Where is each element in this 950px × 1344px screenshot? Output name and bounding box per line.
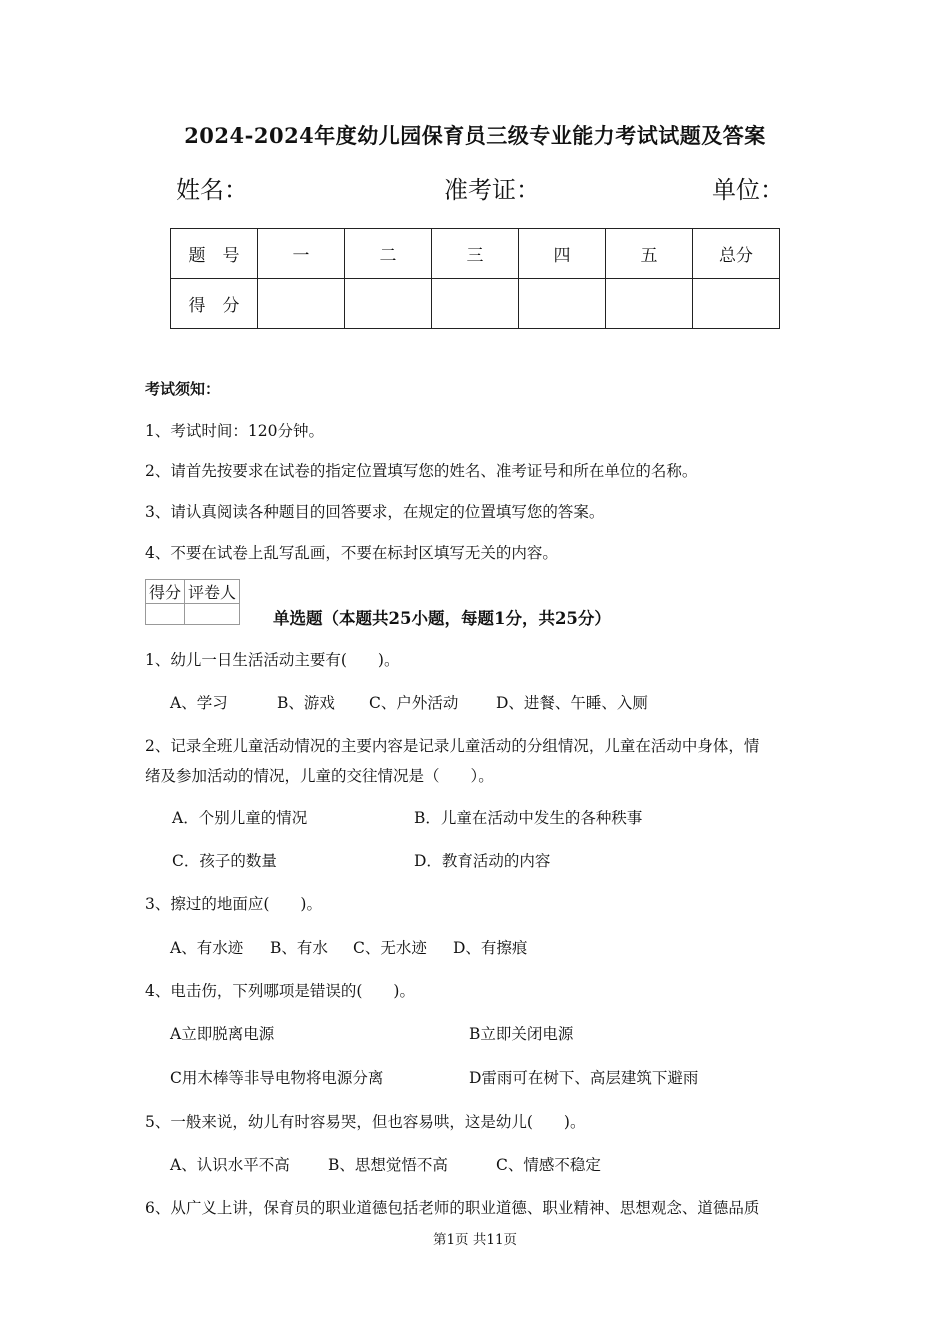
option-b: B立即关闭电源 [469, 1025, 574, 1043]
page-title: 2024-2024年度幼儿园保育员三级专业能力考试试题及答案 [184, 123, 766, 148]
notice-item: 3、请认真阅读各种题目的回答要求，在规定的位置填写您的答案。 [145, 503, 605, 521]
grader-score-cell[interactable] [146, 604, 185, 625]
option-b: B、思想觉悟不高 [328, 1156, 448, 1174]
grader-score-label: 得分 [146, 580, 185, 604]
score-table-score-row [171, 279, 780, 329]
score-entry-cell[interactable] [345, 279, 432, 329]
option-a: A．个别儿童的情况 [172, 809, 308, 827]
notice-item: 2、请首先按要求在试卷的指定位置填写您的姓名、准考证号和所在单位的名称。 [145, 462, 698, 480]
option-a: A、学习 [170, 694, 228, 712]
option-c: C、户外活动 [369, 694, 459, 712]
score-table-cell: 二 [345, 229, 432, 279]
name-field-label: 姓名： [176, 176, 248, 204]
score-entry-cell[interactable] [693, 279, 780, 329]
question-stem: 2、记录全班儿童活动情况的主要内容是记录儿童活动的分组情况，儿童在活动中身体，情 [145, 737, 760, 755]
score-table-cell: 总分 [693, 229, 780, 279]
question-stem: 1、幼儿一日生活活动主要有( )。 [145, 651, 400, 669]
section-title: 单选题（本题共25小题，每题1分，共25分） [273, 609, 611, 628]
score-table-cell: 得 分 [171, 279, 258, 329]
page-footer: 第1页 共11页 [432, 1232, 518, 1248]
option-c: C、情感不稳定 [496, 1156, 601, 1174]
question-stem-continued: 绪及参加活动的情况，儿童的交往情况是（ ）。 [145, 767, 494, 785]
option-b: B、有水 [270, 939, 328, 957]
option-d: D、进餐、午睡、入厕 [496, 694, 648, 712]
option-b: B、游戏 [277, 694, 335, 712]
option-c: C用木棒等非导电物将电源分离 [170, 1069, 384, 1087]
question-stem: 6、从广义上讲，保育员的职业道德包括老师的职业道德、职业精神、思想观念、道德品质 [145, 1199, 760, 1217]
notice-item: 4、不要在试卷上乱写乱画，不要在标封区填写无关的内容。 [145, 544, 558, 562]
score-table-header-row [171, 229, 780, 279]
option-a: A、认识水平不高 [170, 1156, 290, 1174]
score-table-cell: 题 号 [171, 229, 258, 279]
option-a: A、有水迹 [170, 939, 244, 957]
score-entry-cell[interactable] [258, 279, 345, 329]
question-stem: 3、擦过的地面应( )。 [145, 895, 322, 913]
score-entry-cell[interactable] [519, 279, 606, 329]
grader-name-cell[interactable] [185, 604, 240, 625]
grader-box [145, 579, 240, 625]
question-stem: 4、电击伤，下列哪项是错误的( )。 [145, 982, 415, 1000]
option-a: A立即脱离电源 [170, 1025, 275, 1043]
option-d: D．教育活动的内容 [414, 852, 551, 870]
score-entry-cell[interactable] [432, 279, 519, 329]
notice-item: 1、考试时间：120分钟。 [145, 422, 324, 440]
question-stem: 5、一般来说，幼儿有时容易哭，但也容易哄，这是幼儿( )。 [145, 1113, 586, 1131]
score-table-cell: 一 [258, 229, 345, 279]
grader-name-label: 评卷人 [185, 580, 240, 604]
score-table [170, 228, 780, 329]
exam-id-field-label: 准考证： [444, 176, 540, 204]
unit-field-label: 单位： [712, 176, 784, 204]
option-c: C．孩子的数量 [172, 852, 277, 870]
option-d: D雷雨可在树下、高层建筑下避雨 [469, 1069, 699, 1087]
option-d: D、有擦痕 [453, 939, 528, 957]
score-entry-cell[interactable] [606, 279, 693, 329]
score-table-cell: 五 [606, 229, 693, 279]
option-b: B．儿童在活动中发生的各种秩事 [414, 809, 643, 827]
score-table-cell: 四 [519, 229, 606, 279]
notice-heading: 考试须知： [145, 380, 221, 398]
option-c: C、无水迹 [353, 939, 427, 957]
score-table-cell: 三 [432, 229, 519, 279]
